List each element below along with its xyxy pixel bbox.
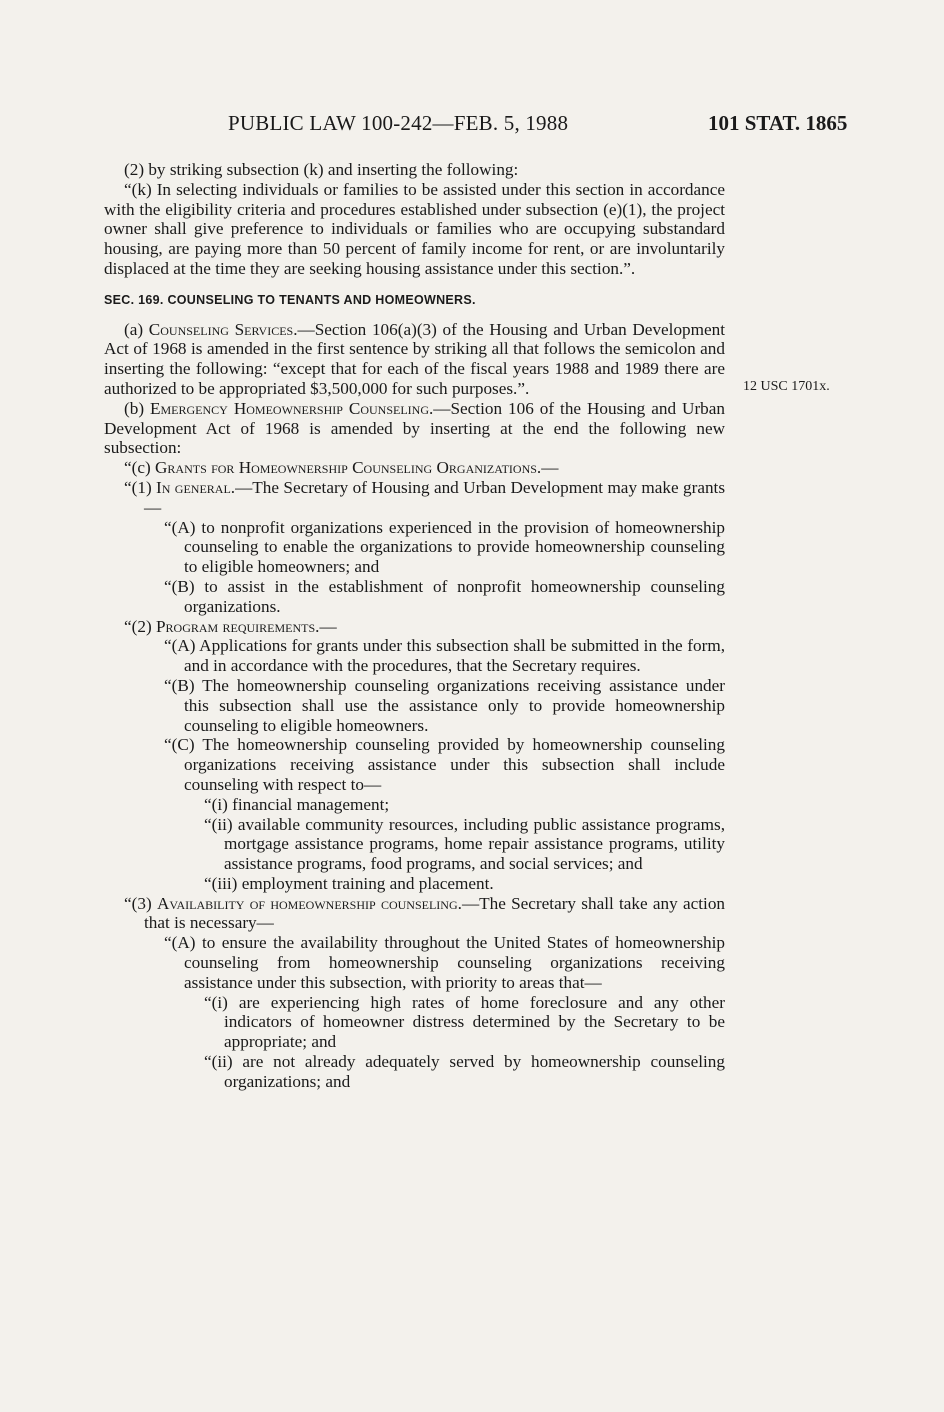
subsection-b: (b) Emergency Homeownership Counseling.—Section 106 of the Housing and Urban Development Act of 1968 is amended by inserting at the end the following new subsection:: [104, 398, 725, 458]
section-heading: SEC. 169. COUNSELING TO TENANTS AND HOMEOWNERS.: [104, 292, 476, 307]
subclause: “(ii) available community resources, including public assistance programs, mortgage assistance programs, home repair assistance programs, utility assistance programs, food programs, and social services; and: [204, 814, 725, 874]
stat-page-number: 101 STAT. 1865: [708, 111, 848, 135]
subsection-heading: Emergency Homeownership Counseling.: [150, 398, 434, 418]
clause: “(B) The homeownership counseling organizations receiving assistance under this subsection shall use the assistance only to provide homeownership counseling to eligible homeowners.: [164, 675, 725, 735]
subclause: “(ii) are not already adequately served by homeownership counseling organizations; and: [204, 1052, 725, 1091]
clause: “(A) Applications for grants under this subsection shall be submitted in the form, and in accordance with the procedures, that the Secretary requires.: [164, 636, 725, 676]
subclause: “(i) are experiencing high rates of home foreclosure and any other indicators of homeowner distress determined by the Secretary to be appropriate; and: [204, 992, 725, 1052]
paragraph-c2: “(2) Program requirements.—: [124, 616, 337, 636]
margin-citation: 12 USC 1701x.: [743, 379, 830, 394]
running-header: PUBLIC LAW 100-242—FEB. 5, 1988: [228, 111, 569, 135]
clause: “(B) to assist in the establishment of nonprofit homeownership counseling organizations.: [164, 576, 725, 616]
subclause: “(iii) employment training and placement.: [204, 873, 494, 893]
paragraph-c3: “(3) Availability of homeownership counseling.—The Secretary shall take any action that is necessary—: [124, 893, 726, 933]
clause: “(A) to nonprofit organizations experienced in the provision of homeownership counseling to enable the organizations to provide homeownership counseling to eligible homeowners; and: [164, 517, 725, 577]
paragraph: “(k) In selecting individuals or families to be assisted under this section in accordance with the eligibility criteria and procedures established under subsection (e)(1), the project owner shall give preference to individuals or families who are occupying substandard housing, are paying more than 50 percent of family income for rent, or are involuntarily displaced at the time they are seeking housing assistance under this section.”.: [104, 179, 725, 278]
subsection-heading: Counseling Services.: [148, 319, 298, 339]
subclause: “(i) financial management;: [204, 794, 390, 814]
subsection-a: (a) Counseling Services.—Section 106(a)(3) of the Housing and Urban Development Act of 1968 is amended in the first sentence by striking all that follows the semicolon and inserting the following: “except that for each of the fiscal years 1988 and 1989 there are authorized to be appropriated $3,500,000 for such purposes.”.: [104, 319, 725, 398]
clause: “(A) to ensure the availability throughout the United States of homeownership counseling from homeownership counseling organizations receiving assistance under this subsection, with priority to areas that—: [164, 933, 725, 992]
clause: “(C) The homeownership counseling provided by homeownership counseling organizations receiving assistance under this subsection shall include counseling with respect to—: [164, 735, 725, 794]
paragraph-c1: “(1) In general.—The Secretary of Housing and Urban Development may make grants—: [124, 477, 726, 517]
statute-body: [104, 160, 725, 1092]
subsection-c-heading: “(c) Grants for Homeownership Counseling Organizations.—: [124, 458, 559, 478]
paragraph: (2) by striking subsection (k) and inserting the following:: [124, 160, 519, 179]
